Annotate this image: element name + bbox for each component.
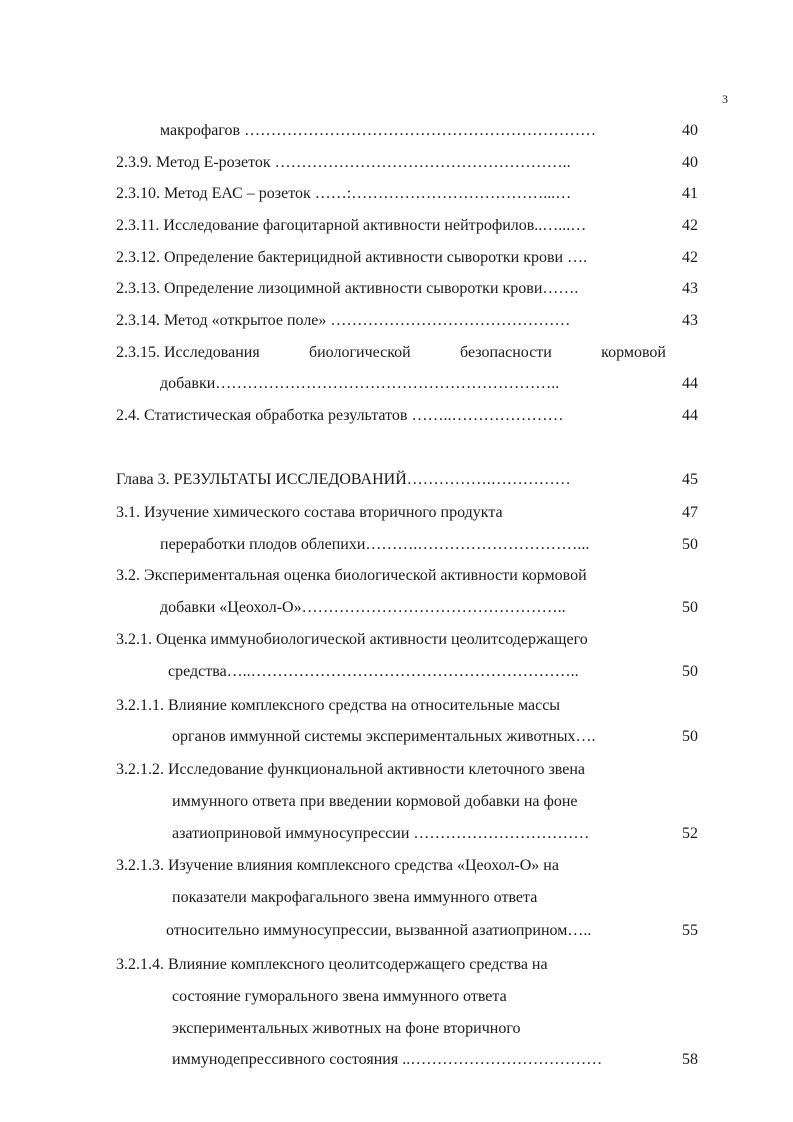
toc-entry-text: иммунодепрессивного состояния ..……………………………… [172, 1051, 603, 1068]
toc-entry-word: биологической [308, 344, 411, 361]
toc-page-number: 40 [682, 154, 698, 171]
toc-entry-word: 2.3.15. Исследования [116, 344, 260, 361]
toc-page-number: 40 [682, 122, 698, 139]
page-number: 3 [722, 92, 728, 106]
toc-page-number: 50 [682, 663, 698, 680]
toc-entry-text: добавки……………………………………………………….. [160, 375, 560, 392]
toc-entry-text: добавки «Цеохол-О»………………………………………….. [160, 599, 566, 616]
toc-page-number: 52 [682, 825, 698, 842]
toc-page-number: 45 [682, 471, 698, 488]
toc-entry-text: макрофагов ………………………………………………………… [160, 122, 597, 139]
toc-entry-text: средства…..…………………………………………………….. [168, 663, 579, 680]
toc-page-number: 44 [682, 407, 698, 424]
toc-page-number: 43 [682, 312, 698, 329]
toc-page-number: 50 [682, 536, 698, 553]
toc-page-number: 43 [682, 280, 698, 297]
toc-entry-word: безопасности [460, 344, 552, 361]
toc-entry-text: азатиоприновой иммуносупрессии …………………………… [172, 825, 590, 842]
toc-entry-text: 3.2. Экспериментальная оценка биологической активности кормовой [116, 567, 587, 584]
toc-page-number: 44 [682, 375, 698, 392]
toc-page-number: 50 [682, 599, 698, 616]
toc-entry-text: 2.3.13. Определение лизоцимной активности сыворотки крови……. [116, 280, 579, 297]
toc-entry-justified [116, 343, 666, 363]
toc-entry-text: 3.2.1.3. Изучение влияния комплексного средства «Цеохол-О» на [116, 857, 559, 874]
toc-entry-text: 2.3.11. Исследование фагоцитарной активности нейтрофилов..…...… [116, 217, 587, 234]
toc-page-number: 47 [682, 504, 698, 521]
toc-entry-text: 2.3.10. Метод ЕАС – розеток ……:………………………………...… [116, 185, 572, 202]
toc-entry-text: иммунного ответа при введении кормовой добавки на фоне [172, 793, 578, 810]
toc-entry-text: 2.3.14. Метод «открытое поле» ……………………………………… [116, 312, 571, 329]
toc-page-number: 41 [682, 185, 698, 202]
toc-entry-text: 3.1. Изучение химического состава вторичного продукта [116, 504, 503, 521]
toc-entry-text: 3.2.1. Оценка иммунобиологической активности цеолитсодержащего [116, 631, 588, 648]
toc-page-number: 42 [682, 217, 698, 234]
toc-page-number: 42 [682, 249, 698, 266]
toc-entry-text: 2.3.12. Определение бактерицидной активности сыворотки крови …. [116, 249, 588, 266]
toc-page-number: 58 [682, 1051, 698, 1068]
toc-page-number: 50 [682, 728, 698, 745]
toc-entry-text: органов иммунной системы экспериментальных животных…. [172, 728, 596, 745]
toc-entry-text: переработки плодов облепихи……….…………………………... [160, 536, 590, 553]
toc-entry-text: экспериментальных животных на фоне вторичного [172, 1020, 521, 1037]
toc-entry-text: 3.2.1.1. Влияние комплексного средства на относительные массы [116, 697, 561, 714]
toc-entry-text: 3.2.1.2. Исследование функциональной активности клеточного звена [116, 761, 586, 778]
toc-page-number: 55 [682, 922, 698, 939]
toc-entry-text: показатели макрофагального звена иммунного ответа [172, 889, 538, 906]
toc-entry-text: состояние гуморального звена иммунного ответа [172, 988, 507, 1005]
toc-entry-text: 2.3.9. Метод Е-розеток ……………………………………………….. [116, 154, 571, 171]
toc-entry-text: 3.2.1.4. Влияние комплексного цеолитсодержащего средства на [116, 956, 548, 973]
toc-entry-text: относительно иммуносупрессии, вызванной азатиоприном….. [166, 922, 592, 939]
toc-entry-text: 2.4. Статистическая обработка результатов ……..………………… [116, 407, 564, 424]
toc-entry-text: Глава 3. РЕЗУЛЬТАТЫ ИССЛЕДОВАНИЙ…………….…………… [116, 471, 571, 488]
toc-entry-word: кормовой [601, 344, 666, 361]
